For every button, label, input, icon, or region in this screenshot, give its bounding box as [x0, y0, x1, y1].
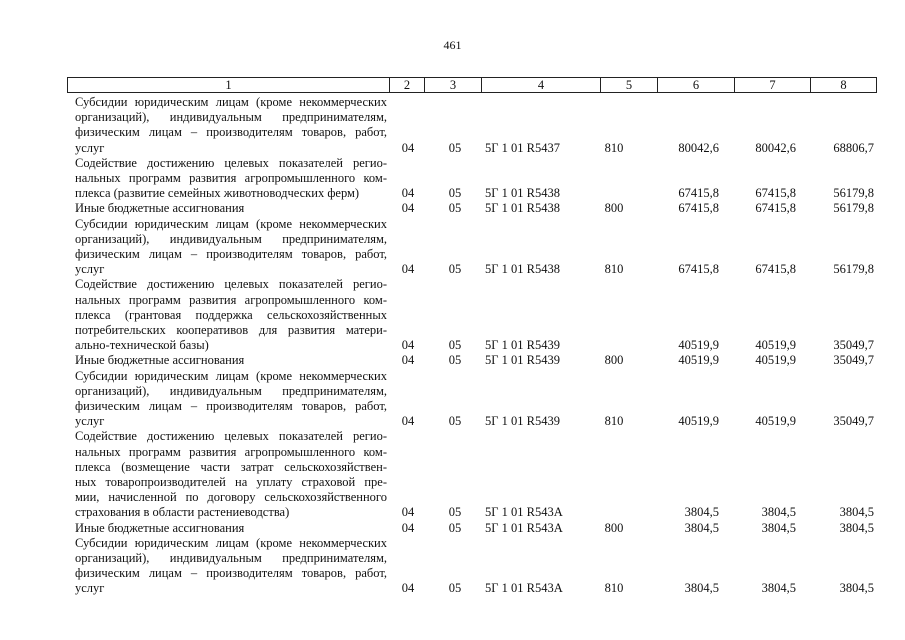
description-line: услуг — [75, 414, 105, 429]
cell-col-6: 3804,5 — [684, 505, 719, 520]
description-line: услуг — [75, 581, 105, 596]
cell-col-8: 35049,7 — [833, 414, 874, 429]
cell-col-6: 40519,9 — [678, 414, 719, 429]
description-line: физическим лицам – производителям товаров, работ, — [75, 399, 387, 413]
description-line: Субсидии юридическим лицам (кроме некоммерческих — [75, 368, 387, 383]
cell-col-5: 810 — [604, 414, 624, 429]
description-line: физическим лицам – производителям товаров, работ, — [75, 125, 387, 140]
cell-col-3: 05 — [448, 581, 462, 596]
cell-col-4: 5Г 1 01 R5437 — [485, 140, 560, 155]
row-description — [75, 277, 387, 353]
cell-col-6: 3804,5 — [684, 520, 719, 535]
description-line: Содействие достижению целевых показателей регио- — [75, 155, 387, 170]
cell-col-6: 40519,9 — [678, 338, 719, 353]
cell-col-3: 05 — [448, 353, 462, 368]
cell-col-2: 04 — [401, 140, 415, 155]
header-col-6: 6 — [657, 77, 734, 93]
row-description — [75, 95, 387, 156]
header-col-4: 4 — [481, 77, 600, 93]
cell-col-7: 3804,5 — [761, 520, 796, 535]
cell-col-2: 04 — [401, 581, 415, 596]
header-col-7: 7 — [734, 77, 810, 93]
row-description — [75, 217, 387, 278]
description-line: нальных программ развития агропромышленного ком- — [75, 444, 387, 459]
description-line: плекса (грантовая поддержка сельскохозяйственных — [75, 307, 387, 322]
cell-col-5: 810 — [604, 581, 624, 596]
cell-col-7: 67415,8 — [755, 262, 796, 277]
description-line: Содействие достижению целевых показателей регио- — [75, 429, 387, 444]
cell-col-2: 04 — [401, 201, 415, 216]
cell-col-2: 04 — [401, 505, 415, 520]
cell-col-8: 35049,7 — [833, 338, 874, 353]
cell-col-7: 67415,8 — [755, 186, 796, 201]
header-col-1: 1 — [67, 77, 389, 93]
page-number: 461 — [443, 38, 462, 52]
cell-col-3: 05 — [448, 414, 462, 429]
cell-col-2: 04 — [401, 186, 415, 201]
cell-col-4: 5Г 1 01 R543A — [485, 581, 563, 596]
cell-col-4: 5Г 1 01 R5439 — [485, 414, 560, 429]
cell-col-3: 05 — [448, 520, 462, 535]
description-line: Иные бюджетные ассигнования — [75, 520, 245, 535]
description-line: услуг — [75, 262, 105, 277]
table-row — [0, 521, 905, 536]
description-line: ных товаропроизводителей на уплату страховой пре- — [75, 475, 387, 489]
description-line: нальных программ развития агропромышленного ком- — [75, 292, 387, 307]
cell-col-4: 5Г 1 01 R543A — [485, 505, 563, 520]
cell-col-2: 04 — [401, 262, 415, 277]
table-row — [0, 536, 905, 597]
cell-col-4: 5Г 1 01 R5438 — [485, 262, 560, 277]
cell-col-3: 05 — [448, 505, 462, 520]
cell-col-6: 67415,8 — [678, 186, 719, 201]
description-line: организаций), индивидуальным предпринимателям, — [75, 383, 387, 398]
cell-col-5: 800 — [604, 201, 624, 216]
cell-col-8: 3804,5 — [839, 581, 874, 596]
description-line: физическим лицам – производителям товаров, работ, — [75, 247, 387, 261]
description-line: Иные бюджетные ассигнования — [75, 201, 245, 216]
cell-col-7: 80042,6 — [755, 140, 796, 155]
table-row — [0, 217, 905, 278]
row-description — [75, 369, 387, 430]
description-line: организаций), индивидуальным предпринимателям, — [75, 551, 387, 565]
cell-col-2: 04 — [401, 338, 415, 353]
cell-col-4: 5Г 1 01 R5438 — [485, 201, 560, 216]
cell-col-2: 04 — [401, 353, 415, 368]
cell-col-5: 810 — [604, 262, 624, 277]
cell-col-5: 800 — [604, 353, 624, 368]
cell-col-4: 5Г 1 01 R5439 — [485, 338, 560, 353]
cell-col-6: 3804,5 — [684, 581, 719, 596]
cell-col-8: 56179,8 — [833, 262, 874, 277]
cell-col-6: 80042,6 — [678, 140, 719, 155]
table-row — [0, 369, 905, 430]
description-line: плекса (развитие семейных животноводческих ферм) — [75, 186, 360, 201]
cell-col-5: 810 — [604, 140, 624, 155]
cell-col-3: 05 — [448, 338, 462, 353]
description-line: Субсидии юридическим лицам (кроме некоммерческих — [75, 95, 387, 109]
description-line: нальных программ развития агропромышленного ком- — [75, 171, 387, 185]
cell-col-8: 56179,8 — [833, 186, 874, 201]
description-line: потребительских кооперативов для развития матери- — [75, 323, 387, 337]
table-row — [0, 95, 905, 156]
cell-col-4: 5Г 1 01 R543A — [485, 520, 563, 535]
cell-col-6: 67415,8 — [678, 201, 719, 216]
description-line: плекса (возмещение части затрат сельскохозяйствен- — [75, 459, 387, 474]
cell-col-2: 04 — [401, 414, 415, 429]
description-line: мии, начисленной по договору сельскохозяйственного — [75, 490, 387, 505]
description-line: страхования в области растениеводства) — [75, 505, 290, 520]
cell-col-8: 35049,7 — [833, 353, 874, 368]
cell-col-7: 40519,9 — [755, 414, 796, 429]
cell-col-7: 40519,9 — [755, 353, 796, 368]
cell-col-8: 3804,5 — [839, 505, 874, 520]
table-row — [0, 156, 905, 202]
cell-col-3: 05 — [448, 140, 462, 155]
header-col-2: 2 — [389, 77, 424, 93]
table-row — [0, 353, 905, 368]
row-description — [75, 536, 387, 597]
cell-col-7: 3804,5 — [761, 505, 796, 520]
header-col-8: 8 — [810, 77, 877, 93]
cell-col-4: 5Г 1 01 R5439 — [485, 353, 560, 368]
cell-col-7: 67415,8 — [755, 201, 796, 216]
cell-col-4: 5Г 1 01 R5438 — [485, 186, 560, 201]
table-row — [0, 429, 905, 520]
description-line: услуг — [75, 140, 105, 155]
header-col-3: 3 — [424, 77, 481, 93]
cell-col-8: 68806,7 — [833, 140, 874, 155]
cell-col-6: 67415,8 — [678, 262, 719, 277]
header-col-5: 5 — [600, 77, 657, 93]
cell-col-3: 05 — [448, 262, 462, 277]
cell-col-2: 04 — [401, 520, 415, 535]
cell-col-7: 3804,5 — [761, 581, 796, 596]
cell-col-8: 56179,8 — [833, 201, 874, 216]
row-description — [75, 429, 387, 520]
row-description — [75, 521, 387, 536]
description-line: физическим лицам – производителям товаров, работ, — [75, 566, 387, 581]
table-row — [0, 277, 905, 353]
cell-col-5: 800 — [604, 520, 624, 535]
description-line: Иные бюджетные ассигнования — [75, 353, 245, 368]
description-line: Субсидии юридическим лицам (кроме некоммерческих — [75, 535, 387, 550]
row-description — [75, 156, 387, 202]
cell-col-8: 3804,5 — [839, 520, 874, 535]
cell-col-6: 40519,9 — [678, 353, 719, 368]
cell-col-3: 05 — [448, 201, 462, 216]
cell-col-3: 05 — [448, 186, 462, 201]
description-line: Содействие достижению целевых показателей регио- — [75, 277, 387, 292]
description-line: ально-технической базы) — [75, 338, 209, 353]
row-description — [75, 353, 387, 368]
description-line: Субсидии юридическим лицам (кроме некоммерческих — [75, 216, 387, 231]
table-row — [0, 201, 905, 216]
row-description — [75, 201, 387, 216]
description-line: организаций), индивидуальным предпринимателям, — [75, 110, 387, 125]
description-line: организаций), индивидуальным предпринимателям, — [75, 231, 387, 246]
cell-col-7: 40519,9 — [755, 338, 796, 353]
